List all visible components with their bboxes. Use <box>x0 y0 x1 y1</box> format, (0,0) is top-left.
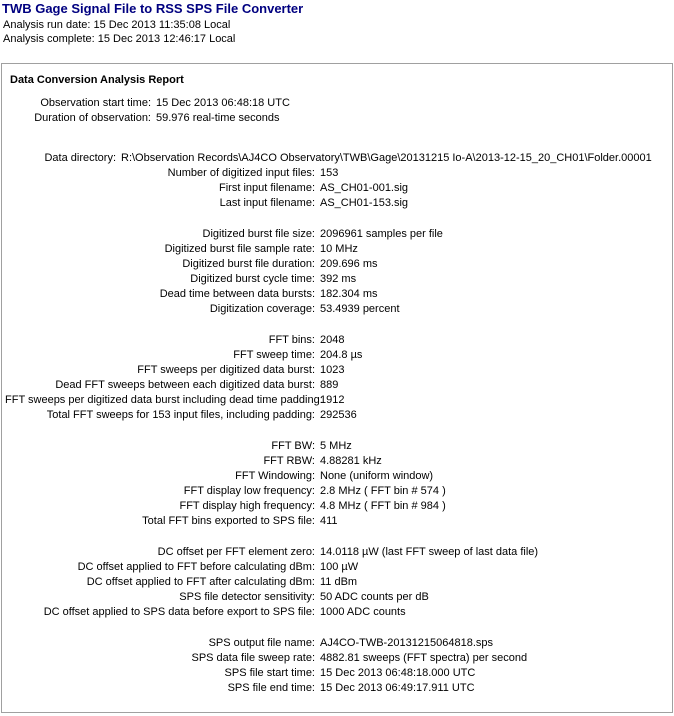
report-row <box>5 287 669 302</box>
row-label: Digitized burst cycle time: <box>190 273 315 285</box>
row-value: 2096961 samples per file <box>320 228 443 240</box>
report-row <box>5 111 669 126</box>
row-label: Dead FFT sweeps between each digitized data burst: <box>55 379 315 391</box>
row-label: SPS file end time: <box>227 682 315 694</box>
row-label: Digitized burst file sample rate: <box>164 243 315 255</box>
row-value: AJ4CO-TWB-20131215064818.sps <box>320 637 494 649</box>
group-sps-output <box>5 636 669 696</box>
group-observation <box>5 96 669 126</box>
group-dc-offset <box>5 545 669 620</box>
report-row <box>5 666 669 681</box>
row-value: 5 MHz <box>320 440 352 452</box>
report-row <box>5 363 669 378</box>
row-label: Digitized burst file size: <box>202 228 315 240</box>
row-label: Digitization coverage: <box>209 303 315 315</box>
report-row <box>5 408 669 423</box>
row-value: AS_CH01-153.sig <box>320 197 409 209</box>
report-row <box>5 181 669 196</box>
row-label: SPS output file name: <box>208 637 315 649</box>
report-row <box>5 257 669 272</box>
row-label: FFT RBW: <box>263 455 315 467</box>
report-row <box>5 514 669 529</box>
report-row <box>5 560 669 575</box>
row-value: 2.8 MHz ( FFT bin # 574 ) <box>320 485 446 497</box>
row-label: SPS file start time: <box>224 667 315 679</box>
row-label: First input filename: <box>219 182 315 194</box>
row-label: SPS data file sweep rate: <box>191 652 315 664</box>
row-value: 392 ms <box>320 273 357 285</box>
row-value: 204.8 µs <box>320 349 363 361</box>
analysis-complete-line: Analysis complete: 15 Dec 2013 12:46:17 Local <box>3 33 236 45</box>
analysis-run-date-line: Analysis run date: 15 Dec 2013 11:35:08 Local <box>3 19 231 31</box>
report-row <box>5 575 669 590</box>
group-input-files <box>5 151 669 211</box>
app-title: TWB Gage Signal File to RSS SPS File Converter <box>2 1 304 16</box>
row-value: 100 µW <box>320 561 359 573</box>
row-label: Total FFT bins exported to SPS file: <box>142 515 315 527</box>
report-row <box>5 439 669 454</box>
row-value: 411 <box>320 515 338 527</box>
row-label: FFT Windowing: <box>235 470 315 482</box>
report-panel <box>1 63 673 713</box>
row-value: 59.976 real-time seconds <box>156 112 280 124</box>
report-title: Data Conversion Analysis Report <box>10 74 184 86</box>
row-value: 53.4939 percent <box>320 303 400 315</box>
row-value: 1912 <box>320 394 345 406</box>
report-row <box>5 272 669 287</box>
report-row <box>5 636 669 651</box>
report-row <box>5 393 669 408</box>
row-label: Last input filename: <box>219 197 315 209</box>
row-label: Dead time between data bursts: <box>159 288 315 300</box>
report-row <box>5 484 669 499</box>
row-label: FFT sweeps per digitized data burst: <box>137 364 315 376</box>
row-label: FFT sweeps per digitized data burst including dead time padding: <box>5 394 323 406</box>
row-label: DC offset applied to FFT before calculating dBm: <box>77 561 315 573</box>
group-digitized-burst <box>5 227 669 317</box>
report-row <box>5 590 669 605</box>
row-label: DC offset applied to FFT after calculating dBm: <box>86 576 315 588</box>
row-label: FFT display high frequency: <box>179 500 315 512</box>
row-value: 182.304 ms <box>320 288 378 300</box>
report-row <box>5 605 669 620</box>
row-label: SPS file detector sensitivity: <box>179 591 315 603</box>
report-row <box>5 227 669 242</box>
group-fft-sweeps <box>5 333 669 423</box>
row-label: DC offset applied to SPS data before export to SPS file: <box>43 606 315 618</box>
row-value: None (uniform window) <box>320 470 434 482</box>
row-value: 209.696 ms <box>320 258 378 270</box>
row-label: FFT BW: <box>271 440 315 452</box>
row-value: 15 Dec 2013 06:48:18.000 UTC <box>320 667 476 679</box>
row-label: Number of digitized input files: <box>167 167 315 179</box>
report-row <box>5 151 669 166</box>
report-row <box>5 196 669 211</box>
row-value: 15 Dec 2013 06:48:18 UTC <box>156 97 290 109</box>
report-row <box>5 651 669 666</box>
row-value: 10 MHz <box>320 243 358 255</box>
report-row <box>5 302 669 317</box>
row-value: 1000 ADC counts <box>320 606 406 618</box>
row-value: 2048 <box>320 334 345 346</box>
report-row <box>5 454 669 469</box>
row-label: Duration of observation: <box>34 112 151 124</box>
row-label: Total FFT sweeps for 153 input files, including padding: <box>46 409 315 421</box>
row-value: 15 Dec 2013 06:49:17.911 UTC <box>320 682 475 694</box>
report-row <box>5 681 669 696</box>
report-row <box>5 96 669 111</box>
row-value: 1023 <box>320 364 345 376</box>
row-value: 50 ADC counts per dB <box>320 591 429 603</box>
report-row <box>5 166 669 181</box>
report-row <box>5 378 669 393</box>
row-value: R:\Observation Records\AJ4CO Observatory\TWB\Gage\20131215 Io-A\2013-12-15_20_CH01\Folder.00001 <box>121 152 652 164</box>
report-row <box>5 469 669 484</box>
row-value: 14.0118 µW (last FFT sweep of last data file) <box>320 546 539 558</box>
row-label: Data directory: <box>44 152 116 164</box>
row-value: 11 dBm <box>320 576 358 588</box>
row-label: FFT display low frequency: <box>183 485 315 497</box>
row-value: 292536 <box>320 409 357 421</box>
group-fft-bandwidth <box>5 439 669 529</box>
row-label: FFT bins: <box>268 334 315 346</box>
row-label: Digitized burst file duration: <box>182 258 315 270</box>
row-value: 4.8 MHz ( FFT bin # 984 ) <box>320 500 446 512</box>
report-row <box>5 545 669 560</box>
row-value: 4.88281 kHz <box>320 455 382 467</box>
row-value: AS_CH01-001.sig <box>320 182 409 194</box>
row-label: FFT sweep time: <box>233 349 315 361</box>
row-value: 153 <box>320 167 339 179</box>
report-row <box>5 333 669 348</box>
row-value: 4882.81 sweeps (FFT spectra) per second <box>320 652 528 664</box>
report-row <box>5 499 669 514</box>
row-label: Observation start time: <box>40 97 151 109</box>
report-row <box>5 242 669 257</box>
row-value: 889 <box>320 379 339 391</box>
row-label: DC offset per FFT element zero: <box>157 546 315 558</box>
report-row <box>5 348 669 363</box>
